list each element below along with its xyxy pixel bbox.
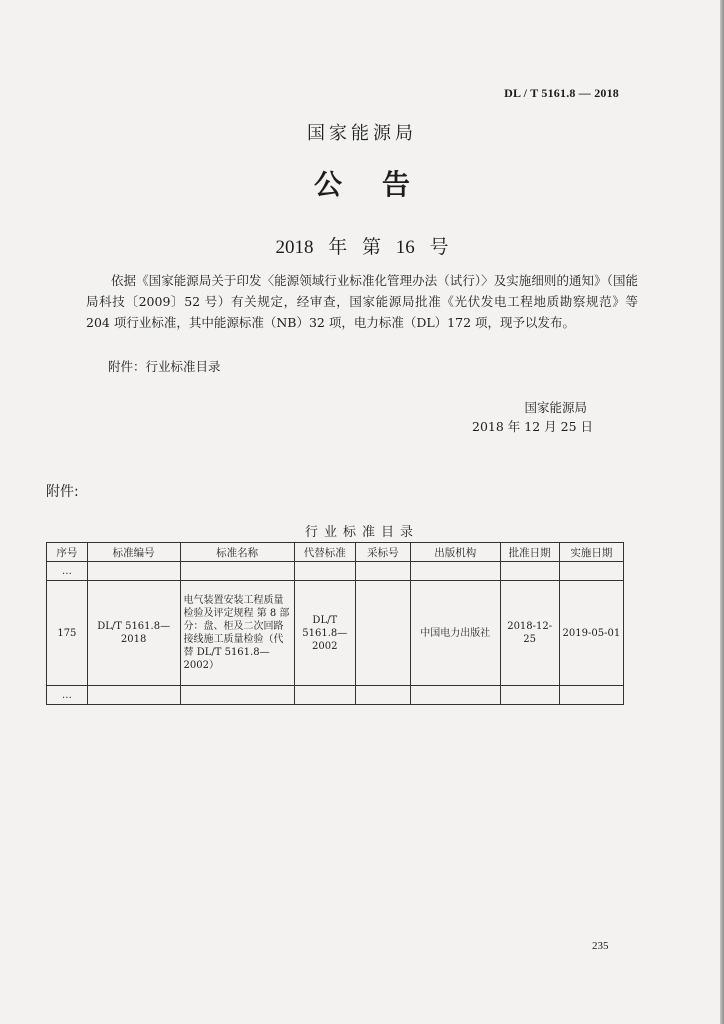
notice-body: 依据《国家能源局关于印发〈能源领域行业标准化管理办法（试行）〉及实施细则的通知》（国能局科技〔2009〕52 号）有关规定，经审查，国家能源局批准《光伏发电工程地质勘察规范》等 204 项行业标准，其中能源标准（NB）32 项，电力标准（DL）172 项，现予以发布。 xyxy=(86,273,638,330)
column-header: 序号 xyxy=(47,543,88,562)
std-no-cell xyxy=(87,562,180,581)
table-row xyxy=(47,581,624,686)
effective-cell: 2019-05-01 xyxy=(559,581,623,686)
effective-cell xyxy=(559,686,623,705)
table-row xyxy=(47,562,624,581)
effective-cell xyxy=(559,562,623,581)
column-header: 出版机构 xyxy=(410,543,500,562)
approved-cell xyxy=(500,686,559,705)
signature-date: 2018 年 12 月 25 日 xyxy=(472,419,593,434)
signature-org: 国家能源局 xyxy=(524,400,587,415)
adopted-cell xyxy=(355,562,410,581)
column-header: 采标号 xyxy=(355,543,410,562)
page-number: 235 xyxy=(592,940,609,952)
replaces-cell: DL/T 5161.8—2002 xyxy=(294,581,355,686)
column-header: 代替标准 xyxy=(294,543,355,562)
std-no-cell: DL/T 5161.8—2018 xyxy=(87,581,180,686)
standards-table xyxy=(46,542,624,705)
adopted-cell xyxy=(355,581,410,686)
seq-cell: … xyxy=(47,562,88,581)
seq-cell: 175 xyxy=(47,581,88,686)
column-header: 标准名称 xyxy=(180,543,294,562)
table-title: 行业标准目录 xyxy=(304,525,419,540)
scan-edge xyxy=(720,0,724,1024)
table-row xyxy=(47,686,624,705)
publisher-cell xyxy=(410,686,500,705)
agency-name: 国家能源局 xyxy=(307,123,417,144)
table-header-row xyxy=(47,543,624,562)
adopted-cell xyxy=(355,686,410,705)
name-cell xyxy=(180,562,294,581)
notice-title: 公告 xyxy=(313,168,450,201)
approved-cell: 2018-12-25 xyxy=(500,581,559,686)
seq-cell: … xyxy=(47,686,88,705)
notice-number: 2018 年 第 16 号 xyxy=(275,237,449,258)
publisher-cell: 中国电力出版社 xyxy=(410,581,500,686)
column-header: 标准编号 xyxy=(87,543,180,562)
column-header: 实施日期 xyxy=(559,543,623,562)
attachment-reference: 附件：行业标准目录 xyxy=(108,359,221,374)
column-header: 批准日期 xyxy=(500,543,559,562)
standard-number: DL / T 5161.8 — 2018 xyxy=(504,86,619,100)
replaces-cell xyxy=(294,686,355,705)
attachment-label: 附件: xyxy=(46,484,79,500)
replaces-cell xyxy=(294,562,355,581)
publisher-cell xyxy=(410,562,500,581)
name-cell xyxy=(180,686,294,705)
approved-cell xyxy=(500,562,559,581)
std-no-cell xyxy=(87,686,180,705)
name-cell: 电气装置安装工程质量检验及评定规程 第 8 部分：盘、柜及二次回路接线施工质量检验（代替 DL/T 5161.8—2002） xyxy=(180,581,294,686)
